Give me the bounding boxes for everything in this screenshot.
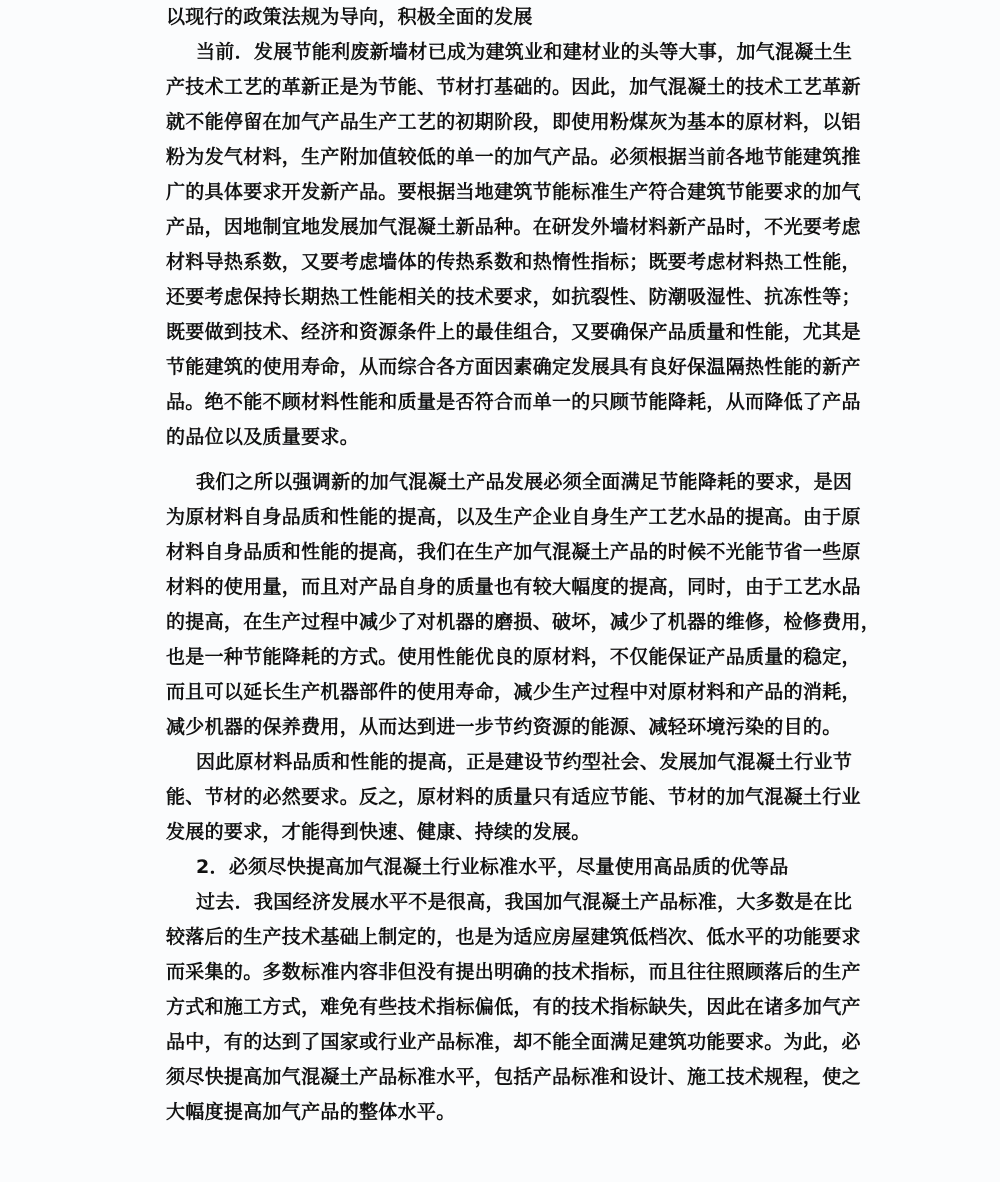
- text-line: 方式和施工方式，难免有些技术指标偏低，有的技术指标缺失，因此在诸多加气产: [166, 996, 861, 1018]
- text-line: 我们之所以强调新的加气混凝土产品发展必须全面满足节能降耗的要求，是因: [196, 471, 853, 493]
- text-line: 材料导热系数，又要考虑墙体的传热系数和热惰性指标；既要考虑材料热工性能，: [166, 251, 861, 273]
- text-line: 既要做到技术、经济和资源条件上的最佳组合，又要确保产品质量和性能，尤其是: [166, 321, 861, 343]
- section-heading: 2．必须尽快提高加气混凝土行业标准水平，尽量使用高品质的优等品: [196, 856, 789, 878]
- text-line: 发展的要求，才能得到快速、健康、持续的发展。: [166, 821, 591, 843]
- paragraph: [166, 35, 871, 455]
- text-line: 粉为发气材料，生产附加值较低的单一的加气产品。必须根据当前各地节能建筑推: [166, 146, 861, 168]
- section-title: 以现行的政策法规为导向，积极全面的发展: [166, 6, 533, 28]
- text-line: 能、节材的必然要求。反之，原材料的质量只有适应节能、节材的加气混凝土行业: [166, 786, 861, 808]
- text-line: 因此原材料品质和性能的提高，正是建设节约型社会、发展加气混凝土行业节: [196, 751, 853, 773]
- text-line: 过去．我国经济发展水平不是很高，我国加气混凝土产品标准，大多数是在比: [196, 891, 853, 913]
- text-line: 大幅度提高加气产品的整体水平。: [166, 1101, 456, 1123]
- body-paragraphs: [166, 35, 881, 850]
- text-line: 较落后的生产技术基础上制定的，也是为适应房屋建筑低档次、低水平的功能要求: [166, 926, 861, 948]
- text-line: 产品，因地制宜地发展加气混凝土新品种。在研发外墙材料新产品时，不光要考虑: [166, 216, 861, 238]
- paragraph: [166, 465, 881, 745]
- text-line: 须尽快提高加气混凝土产品标准水平，包括产品标准和设计、施工技术规程，使之: [166, 1066, 861, 1088]
- text-line: 而采集的。多数标准内容非但没有提出明确的技术指标，而且往往照顾落后的生产: [166, 961, 861, 983]
- text-line: 品。绝不能不顾材料性能和质量是否符合而单一的只顾节能降耗，从而降低了产品: [166, 391, 861, 413]
- text-line: 就不能停留在加气产品生产工艺的初期阶段，即使用粉煤灰为基本的原材料，以铝: [166, 111, 861, 133]
- text-line: 而且可以延长生产机器部件的使用寿命，减少生产过程中对原材料和产品的消耗，: [166, 681, 861, 703]
- text-line: 还要考虑保持长期热工性能相关的技术要求，如抗裂性、防潮吸湿性、抗冻性等；: [166, 286, 861, 308]
- text-line: 减少机器的保养费用，从而达到进一步节约资源的能源、减轻环境污染的目的。: [166, 716, 842, 738]
- text-line: 为原材料自身品质和性能的提高，以及生产企业自身生产工艺水品的提高。由于原: [166, 506, 861, 528]
- paragraph: [166, 745, 871, 850]
- text-line: 当前．发展节能利废新墙材已成为建筑业和建材业的头等大事，加气混凝土生: [196, 41, 853, 63]
- text-line: 品中，有的达到了国家或行业产品标准，却不能全面满足建筑功能要求。为此，必: [166, 1031, 861, 1053]
- text-line: 产技术工艺的革新正是为节能、节材打基础的。因此，加气混凝土的技术工艺革新: [166, 76, 861, 98]
- text-line: 材料的使用量，而且对产品自身的质量也有较大幅度的提高，同时，由于工艺水品: [166, 576, 861, 598]
- text-line: 也是一种节能降耗的方式。使用性能优良的原材料，不仅能保证产品质量的稳定，: [166, 646, 861, 668]
- text-line: 材料自身品质和性能的提高，我们在生产加气混凝土产品的时候不光能节省一些原: [166, 541, 861, 563]
- paragraph: [166, 885, 871, 1130]
- text-line: 节能建筑的使用寿命，从而综合各方面因素确定发展具有良好保温隔热性能的新产: [166, 356, 861, 378]
- text-line: 广的具体要求开发新产品。要根据当地建筑节能标准生产符合建筑节能要求的加气: [166, 181, 861, 203]
- document-page: [166, 0, 881, 1130]
- text-line: 的品位以及质量要求。: [166, 426, 360, 448]
- text-line: 的提高，在生产过程中减少了对机器的磨损、破坏，减少了机器的维修，检修费用，: [166, 611, 881, 633]
